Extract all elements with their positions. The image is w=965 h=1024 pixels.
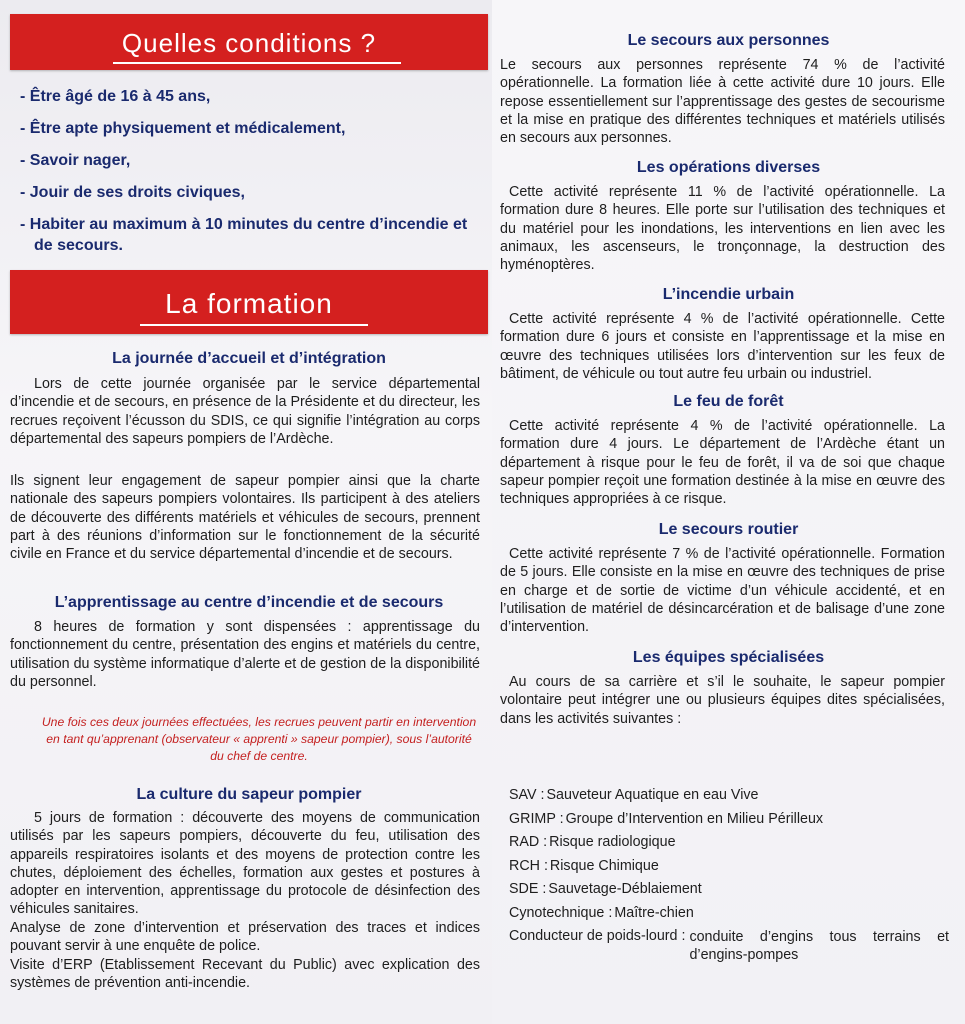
secours-personnes-heading: Le secours aux personnes xyxy=(627,32,830,49)
accueil-paragraph-2: Ils signent leur engagement de sapeur pompier ainsi que la charte nationale des sapeurs pompiers volontaires. Ils participent à des ateliers de découverte des différents matériels et véhicules de secours, prennent part à des réunions d’information sur le fonctionnement de la sécurité civile en France et du service départemental d’incendie et de secours. xyxy=(10,473,480,563)
condition-item: - Être apte physiquement et médicalement, xyxy=(20,120,346,137)
conditions-list xyxy=(20,86,488,267)
team-item xyxy=(509,925,949,964)
team-code: RCH : xyxy=(509,857,548,874)
specialized-teams-list xyxy=(509,784,949,964)
team-description: Risque radiologique xyxy=(549,834,676,850)
apprenant-note: Une fois ces deux journées effectuées, les recrues peuvent partir en intervention en tant qu’apprenant (observateur « apprenti » sapeur pompier), sous l’autorité du chef de centre. xyxy=(41,715,477,763)
team-item xyxy=(509,831,949,855)
culture-paragraph-1: 5 jours de formation : découverte des moyens de communication utilisés par les sapeurs pompiers, découverte du feu, utilisation des appareils respiratoires isolants et des moyens de protection contre les chutes, déploiement des échelles, formation aux gestes et postures à adopter en intervention, apprentissage du protocole de désinfection des véhicules sanitaires. xyxy=(10,810,480,918)
conditions-title: Quelles conditions ? xyxy=(121,28,377,58)
team-code: Conducteur de poids-lourd : xyxy=(509,928,686,944)
condition-item: - Habiter au maximum à 10 minutes du centre d’incendie et de secours. xyxy=(20,216,468,254)
accueil-heading: La journée d’accueil et d’intégration xyxy=(112,350,386,367)
condition-item: - Être âgé de 16 à 45 ans, xyxy=(20,88,211,105)
conditions-underline xyxy=(113,62,401,64)
conditions-banner xyxy=(10,14,488,70)
culture-paragraph-3: Visite d’ERP (Etablissement Recevant du Public) avec explication des systèmes de prévention anti-incendie. xyxy=(10,957,480,992)
team-item xyxy=(509,808,949,832)
team-description: Risque Chimique xyxy=(549,857,659,874)
formation-underline xyxy=(140,324,368,326)
team-description: conduite d’engins tous terrains et d’engins-pompes xyxy=(689,929,949,963)
team-description: Sauvetage-Déblaiement xyxy=(548,881,702,897)
feu-foret-paragraph: Cette activité représente 4 % de l’activité opérationnelle. La formation dure 4 jours. Le département de l’Ardèche étant un département à risque pour le feu de forêt, il va de soi que chaque sapeur pompier reçoit une formation destinée à la mise en œuvre des techniques appropriées à ce risque. xyxy=(500,418,945,508)
apprentissage-heading: L’apprentissage au centre d’incendie et de secours xyxy=(54,594,444,611)
team-code: SDE : xyxy=(509,881,547,897)
secours-routier-heading: Le secours routier xyxy=(658,521,799,538)
apprentissage-paragraph: 8 heures de formation y sont dispensées : apprentissage du fonctionnement du centre, présentation des engins et matériels du centre, utilisation du système informatique d’alerte et de gestion de la disponibilité du personnel. xyxy=(10,619,480,690)
incendie-urbain-paragraph: Cette activité représente 4 % de l’activité opérationnelle. Cette formation dure 6 jours et consiste en l’apprentissage et la mise en œuvre des techniques utilisées lors d’intervention sur les feux de bâtiment, de véhicule ou tout autre feu urbain ou industriel. xyxy=(500,311,945,382)
accueil-paragraph-1: Lors de cette journée organisée par le service départemental d’incendie et de secours, en présence de la Présidente et du directeur, les recrues reçoivent l’écusson du SDIS, ce qui signifie l’intégration au corps départemental des sapeurs pompiers de l’Ardèche. xyxy=(10,376,480,447)
team-description: Groupe d’Intervention en Milieu Périlleux xyxy=(565,810,824,827)
incendie-urbain-heading: L’incendie urbain xyxy=(662,286,795,303)
team-code: GRIMP : xyxy=(509,810,564,827)
team-code: SAV : xyxy=(509,787,545,803)
team-description: Sauveteur Aquatique en eau Vive xyxy=(546,787,759,803)
equipes-paragraph: Au cours de sa carrière et s’il le souhaite, le sapeur pompier volontaire peut intégrer une ou plusieurs équipes dites spécialisées, dans les activités suivantes : xyxy=(500,674,945,727)
condition-item: - Jouir de ses droits civiques, xyxy=(20,184,245,201)
culture-paragraph-2: Analyse de zone d’intervention et préservation des traces et indices pouvant servir à une enquête de police. xyxy=(10,920,480,955)
secours-personnes-paragraph: Le secours aux personnes représente 74 % de l’activité opérationnelle. La formation liée à cette activité dure 10 jours. Elle repose essentiellement sur l’apprentissage des gestes de secourisme et la mise en pratique des différentes techniques et matériels utilisés en secours aux personnes. xyxy=(500,57,945,147)
team-code: RAD : xyxy=(509,834,548,850)
feu-foret-heading: Le feu de forêt xyxy=(673,393,784,410)
team-code: Cynotechnique : xyxy=(509,904,613,921)
formation-title: La formation xyxy=(165,288,333,319)
operations-diverses-paragraph: Cette activité représente 11 % de l’activité opérationnelle. La formation dure 8 heures. Elle porte sur l’utilisation des techniques et du matériel pour les inondations, les interventions en lien avec les animaux, les ascenseurs, le tronçonnage, la destruction des hyménoptères. xyxy=(500,184,945,274)
team-item xyxy=(509,855,949,879)
operations-diverses-heading: Les opérations diverses xyxy=(636,159,821,176)
team-item xyxy=(509,878,949,902)
team-description: Maître-chien xyxy=(614,904,694,921)
condition-item: - Savoir nager, xyxy=(20,152,131,169)
equipes-heading: Les équipes spécialisées xyxy=(632,649,825,666)
formation-banner xyxy=(10,270,488,334)
secours-routier-paragraph: Cette activité représente 7 % de l’activité opérationnelle. Formation de 5 jours. Elle consiste en la mise en œuvre des techniques de prise en charge et de sortie de victime d’un véhicule accidenté, et en l’utilisation de matériel de désincarcération et de balisage d’une zone d’intervention. xyxy=(500,546,945,636)
culture-heading: La culture du sapeur pompier xyxy=(136,786,362,803)
team-item xyxy=(509,902,949,926)
team-item xyxy=(509,784,949,808)
